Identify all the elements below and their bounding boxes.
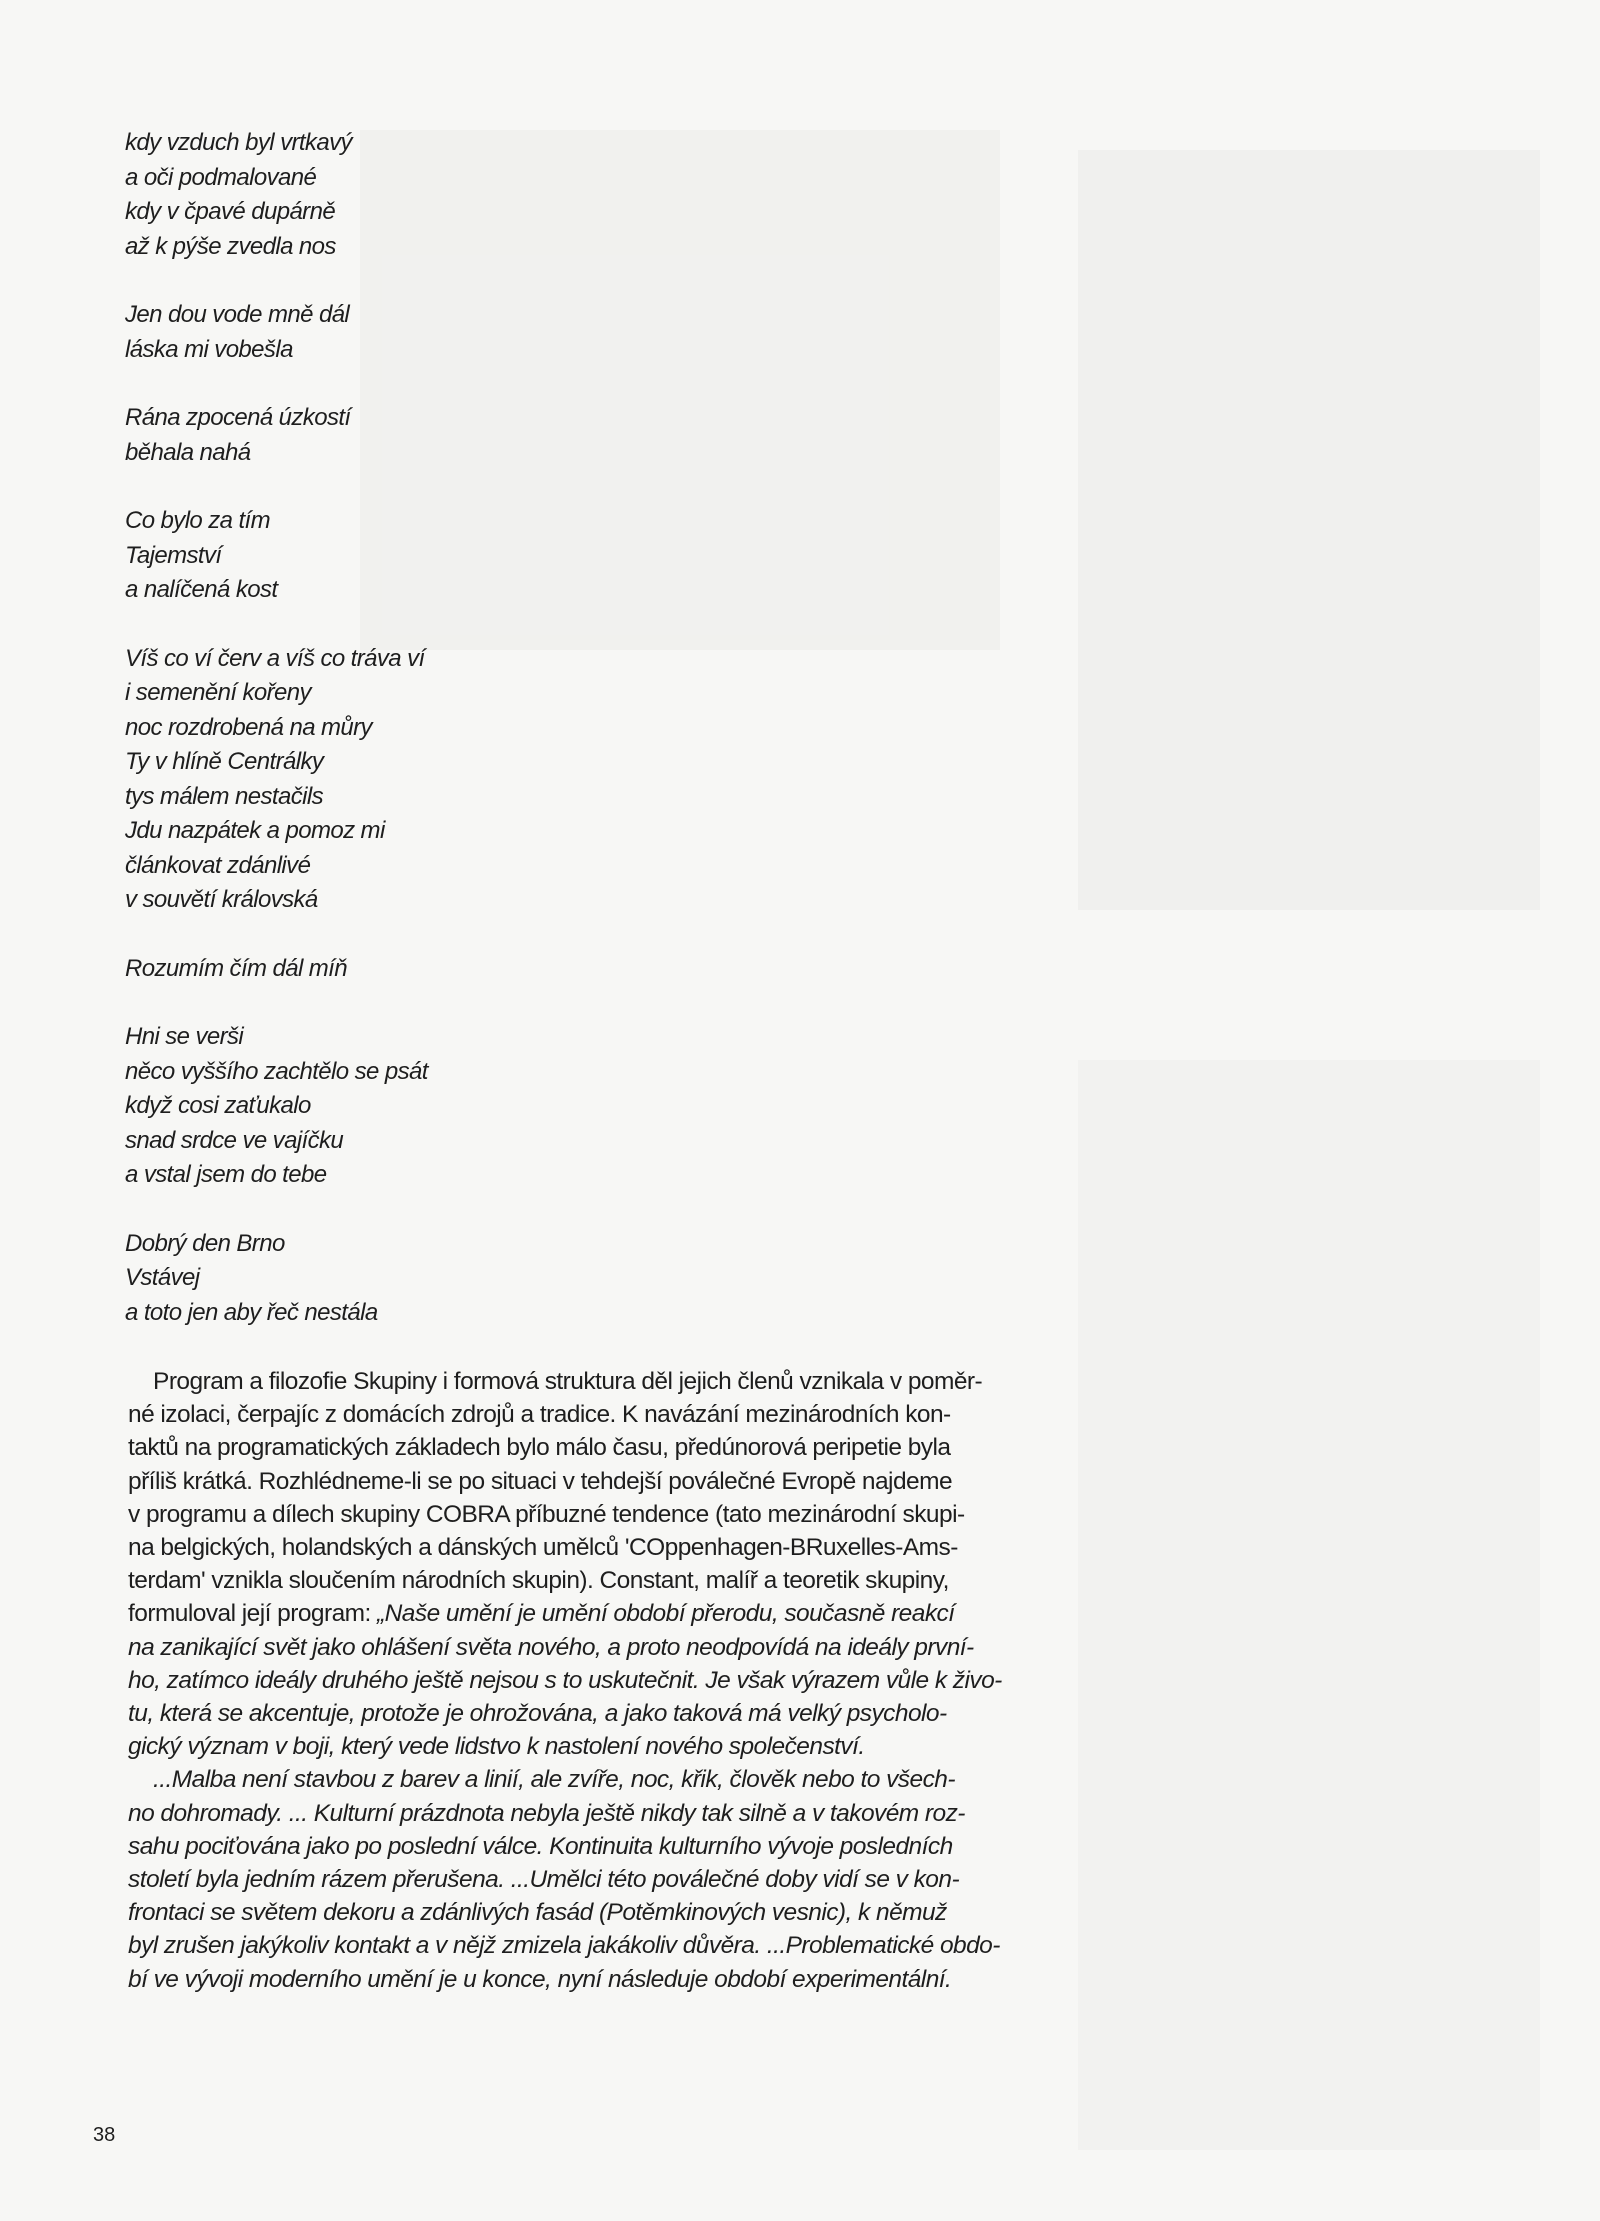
prose-line [128, 1498, 1000, 1531]
quote-text: tu, která se akcentuje, protože je ohrožována, a jako taková má velký psycholo- [128, 1700, 947, 1728]
body-text: r- [966, 1368, 983, 1395]
prose-line [128, 1531, 1000, 1564]
quote-text: byl zrušen jakýkoliv kontakt a v nějž zmizela jakákoliv důvěra. ...Problematické obdo- [128, 1932, 1000, 1960]
prose-line [128, 1896, 1000, 1929]
body-text: taktů na programatických základech bylo málo času, předúnorová peripetie byla [128, 1434, 951, 1462]
body-text: v programu a dílech skupiny COBRA příbuzné tendence (tato mezinárodní skupi- [128, 1500, 965, 1528]
poem-line: Jdu nazpátek a pomoz mi [125, 817, 385, 844]
poem-line: Hni se verši [125, 1023, 244, 1050]
poem-line: kdy vzduch byl vrtkavý [125, 129, 352, 156]
prose-line [128, 1929, 1000, 1962]
prose-line [128, 1963, 1000, 1996]
poem-line: článkovat zdánlivé [125, 851, 311, 879]
quote-text: bí ve vývoji moderního umění je u konce, nyní následuje období experimentální. [128, 1965, 952, 1993]
prose-line [128, 1797, 1000, 1830]
faded-photo-top [1078, 150, 1540, 910]
poem-line: a nalíčená kost [125, 576, 278, 603]
quote-text: no dohromady. ... Kulturní prázdnota nebyla ještě nikdy tak silně a v takovém roz- [128, 1799, 965, 1827]
poem-line: láska mi vobešla [125, 335, 293, 363]
poem-line: a vstal jsem do tebe [125, 1161, 327, 1188]
poem-line: když cosi zaťukalo [125, 1092, 311, 1119]
prose-line [128, 1863, 1000, 1896]
body-text: na belgických, holandských a dánských umělců 'COppenhagen-BRuxelles-Ams- [128, 1534, 958, 1562]
poem-line: až k pýše zvedla nos [125, 232, 336, 260]
poem-stanza [125, 1227, 645, 1331]
poem-line: noc rozdrobená na můry [125, 713, 372, 741]
prose-paragraph [128, 1365, 1000, 1996]
faded-photo-bottom [1078, 1060, 1540, 2150]
poem-stanza [125, 1020, 645, 1193]
prose-line [128, 1830, 1000, 1863]
poem-line: i semenění kořeny [125, 679, 311, 706]
poem-line: Tajemství [125, 541, 222, 569]
poem-stanza [125, 642, 645, 918]
poem-line: něco vyššího zachtělo se psát [125, 1057, 428, 1085]
body-text: Program a filozofie Skupiny i formová struktura děl jejich členů vznikala v pomě [128, 1368, 967, 1395]
prose-line [128, 1730, 1000, 1763]
poem [125, 126, 645, 1364]
prose-line [128, 1597, 1000, 1630]
prose-line [128, 1697, 1000, 1730]
body-text: formuloval její program: [128, 1600, 378, 1628]
prose-line [128, 1431, 1000, 1464]
poem-line: v souvětí královská [125, 886, 318, 913]
poem-line: Dobrý den Brno [125, 1229, 285, 1257]
poem-stanza [125, 126, 645, 264]
quote-text: „Naše umění je umění období přerodu, současně reakcí [377, 1600, 955, 1628]
quote-text: století byla jedním rázem přerušena. ...Umělci této poválečné doby vidí se v kon- [128, 1866, 960, 1894]
quote-text: frontaci se světem dekoru a zdánlivých fasád (Potěmkinových vesnic), k němuž [128, 1899, 947, 1927]
poem-line: a toto jen aby řeč nestála [125, 1298, 378, 1326]
poem-line: a oči podmalované [125, 163, 317, 191]
prose-line [128, 1365, 1000, 1398]
poem-line: Vstávej [125, 1264, 200, 1291]
quote-text: ...Malba není stavbou z barev a linií, ale zvíře, noc, křik, člověk nebo to všech- [128, 1766, 955, 1794]
body-text: né izolaci, čerpajíc z domácích zdrojů a tradice. K navázání mezinárodních kon- [128, 1401, 951, 1429]
prose-line [128, 1631, 1000, 1664]
poem-line: Víš co ví červ a víš co tráva ví [125, 644, 425, 672]
poem-stanza [125, 504, 645, 608]
quote-text: sahu pociťována jako po poslední válce. Kontinuita kulturního vývoje posledních [128, 1832, 953, 1860]
quote-text: gický význam v boji, který vede lidstvo k nastolení nového společenství. [128, 1733, 865, 1761]
poem-line: Rána zpocená úzkostí [125, 404, 351, 431]
quote-text: na zanikající svět jako ohlášení světa nového, a proto neodpovídá na ideály první- [128, 1633, 974, 1661]
prose-line [128, 1398, 1000, 1431]
poem-line: Rozumím čím dál míň [125, 954, 347, 982]
body-text: příliš krátká. Rozhlédneme-li se po situaci v tehdejší poválečné Evropě najdeme [128, 1467, 953, 1495]
prose-line [128, 1763, 1000, 1796]
page-number: 38 [93, 2124, 116, 2146]
poem-line: Ty v hlíně Centrálky [125, 748, 324, 775]
prose-line [128, 1664, 1000, 1697]
prose-line [128, 1564, 1000, 1597]
prose-line [128, 1465, 1000, 1498]
poem-stanza [125, 401, 645, 470]
body-text: terdam' vznikla sloučením národních skupin). Constant, malíř a teoretik skupiny, [128, 1567, 949, 1595]
poem-line: snad srdce ve vajíčku [125, 1126, 344, 1154]
poem-line: tys málem nestačils [125, 782, 323, 810]
poem-line: Co bylo za tím [125, 507, 270, 534]
poem-line: Jen dou vode mně dál [125, 301, 350, 328]
poem-line: kdy v čpavé dupárně [125, 198, 336, 225]
poem-stanza [125, 298, 645, 367]
poem-stanza [125, 952, 645, 987]
quote-text: ho, zatímco ideály druhého ještě nejsou s to uskutečnit. Je však výrazem vůle k živo- [128, 1666, 1002, 1694]
poem-line: běhala nahá [125, 438, 251, 466]
